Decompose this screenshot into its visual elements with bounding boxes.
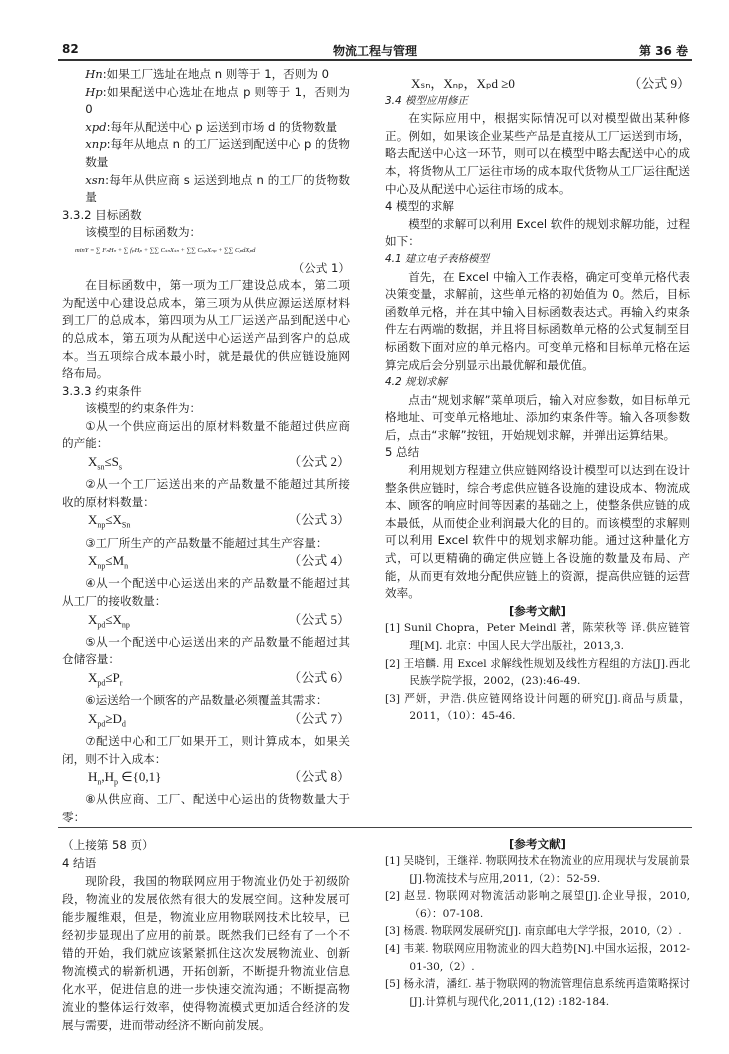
formula-label: （公式 2）	[288, 454, 350, 470]
paragraph: 现阶段，我国的物联网应用于物流业仍处于初级阶段，物流业的发展依然有很大的发展空间。这种发展可能步履维艰，但是，物流业应用物联网技术比较早，已经初步显现出了应用的前景。既然我们已经有了一个不错的开始，我们就应该紧紧抓住这次发展物流业、创新物流模式的崭新机遇，开拓创新，不断提升物流业信息化水平，促进信息的进一步快速交流沟通；不断提高物流业的整体运行效率，使得物流模式更加适合经济的发展与需要，进而带动经济不断向前发展。	[62, 873, 350, 1032]
variable-description: 如果配送中心选址在地点 p 则等于 1，否则为 0	[85, 84, 350, 117]
section-heading-5: 5 总结	[385, 445, 420, 460]
variable-name: Hp	[85, 84, 103, 99]
journal-title: 物流工程与管理	[332, 44, 417, 58]
paragraph: 模型的求解可以利用 Excel 软件的规划求解功能，过程如下：	[385, 216, 690, 249]
references-heading: [参考文献]	[509, 603, 566, 618]
variable-definition: xpd:每年从配送中心 p 运送到市场 d 的货物数量	[85, 119, 338, 134]
constraint-formula	[62, 611, 350, 634]
variable-name: xsn	[85, 172, 106, 187]
section-heading-3-3-2: 3.3.2 目标函数	[62, 207, 142, 222]
constraint-text: ④从一个配送中心运送出来的产品数量不能超过其从工厂的接收数量：	[62, 576, 350, 608]
page-number: 82	[62, 42, 79, 56]
constraints-intro: 该模型的约束条件为：	[85, 401, 202, 416]
right-column	[385, 66, 690, 726]
constraint-8-text: ⑧从供应商、工厂、配送中心运出的货物数量大于零：	[62, 792, 350, 824]
variable-definition: xnp:每年从地点 n 的工厂运送到配送中心 p 的货物数量	[85, 137, 350, 169]
reference-item: [2] 王培麟. 用 Excel 求解线性规划及线性方程组的方法[J].西北民族学院学报，2002，(23):46-49.	[385, 657, 690, 688]
reference-item: [1] Sunil Chopra，Peter Meindl 著，陈荣秋等 译.供应链管理[M]. 北京：中国人民大学出版社，2013,3.	[385, 622, 690, 652]
references-heading: [参考文献]	[509, 836, 566, 851]
formula-label: （公式 4）	[288, 553, 350, 569]
objective-intro: 该模型的目标函数为：	[85, 225, 202, 240]
formula-label: （公式 1）	[292, 260, 350, 275]
paragraph: 首先，在 Excel 中输入工作表格，确定可变单元格代表决策变量，求解前，这些单元格的初始值为 0。然后，目标函数单元格，并在其中输入目标函数表达式。再输入约束条件左右两端的数据，并且将目标函数单元格的公式复制至目标函数下面对应的单元格内。可变单元格和目标单元格在运算完成后会分别显示出最优解和最优值。	[385, 269, 690, 372]
section-heading-3-3-3: 3.3.3 约束条件	[62, 383, 142, 398]
reference-item: [2] 赵昱. 物联网对物流活动影响之展望[J].企业导报，2010,（6）：07-108.	[385, 890, 690, 920]
section-heading-4-2: 4.2 规划求解	[385, 376, 448, 389]
constraint-formula	[62, 552, 350, 575]
formula-label: （公式 5）	[288, 611, 350, 627]
bottom-right-column	[385, 836, 690, 1012]
constraints-list	[62, 418, 350, 791]
paragraph: 点击“规划求解”菜单项后，输入对应参数，如目标单元格地址、可变单元格地址、添加约束条件等。输入各项参数后，点击“求解”按钮，开始规划求解，并弹出运算结果。	[385, 392, 690, 442]
reference-item: [4] 韦莱. 物联网应用物流业的四大趋势[N].中国水运报，2012-01-30,（2）.	[385, 943, 690, 973]
variable-name: Hn	[85, 67, 103, 81]
section-heading-3-4: 3.4 模型应用修正	[385, 94, 469, 107]
constraint-formula	[62, 768, 350, 791]
objective-formula: minY = ∑ FₙHₙ + ∑ fₚHₚ + ∑∑ CₛₙXₛₙ + ∑∑ CₙₚXₙₚ + ∑∑ CₚdXₚd	[75, 246, 256, 254]
constraint-text: ③工厂所生产的产品数量不能超过其生产容量：	[85, 535, 328, 550]
formula-9-expr: Xₛₙ，Xₙₚ，Xₚd ≥0	[411, 76, 515, 91]
constraint-formula	[62, 511, 350, 534]
formula-expr: $X_{pd}\le X_{np}$	[88, 611, 130, 630]
variable-name: xnp	[85, 137, 107, 152]
constraint-formula	[62, 710, 350, 733]
section-heading-conclusion: 4 结语	[62, 855, 97, 870]
formula-expr: $X_{pd}\le P_r$	[88, 669, 123, 688]
objective-explanation: 在目标函数中，第一项为工厂建设总成本，第二项为配送中心建设总成本，第三项为从供应源运送原材料到工厂的总成本，第四项为从工厂运送产品到配送中心的总成本，第五项为从配送中心运送产品到客户的总成本。当五项综合成本最小时，就是最优的供应链设施网络布局。	[62, 278, 350, 381]
running-header	[58, 40, 692, 61]
constraint-text: ⑥运送给一个顾客的产品数量必须覆盖其需求：	[85, 693, 328, 708]
formula-label: （公式 9）	[628, 76, 690, 91]
variable-definition: Hn:如果工厂选址在地点 n 则等于 1，否则为 0	[85, 67, 330, 81]
formula-expr: $X_{np}\le M_n$	[88, 553, 129, 571]
formula-label: （公式 3）	[288, 512, 350, 528]
references-list	[385, 853, 690, 1011]
variable-description: 每年从供应商 s 运送到地点 n 的工厂的货物数量	[85, 172, 350, 205]
references-list	[385, 620, 690, 726]
section-heading-4: 4 模型的求解	[385, 199, 455, 214]
section-divider	[58, 827, 692, 828]
constraint-text: ⑤从一个配送中心运送出来的产品数量不能超过其仓储容量：	[62, 634, 350, 667]
formula-expr: $X_{sn}\le S_s$	[88, 454, 123, 472]
variable-description: 如果工厂选址在地点 n 则等于 1，否则为 0	[106, 67, 330, 81]
lower-section	[0, 836, 729, 1054]
constraint-text: ①从一个供应商运出的原材料数量不能超过供应商的产能：	[62, 418, 350, 451]
formula-label: （公式 6）	[288, 669, 350, 685]
variable-definition: xsn:每年从供应商 s 运送到地点 n 的工厂的货物数量	[85, 172, 350, 205]
paragraph: 利用规划方程建立供应链网络设计模型可以达到在设计整条供应链时，综合考虑供应链各设施的建设成本、物流成本、顾客的响应时间等因素的基础之上，使整条供应链的成本最低，从而使企业利润最大化的目的。而该模型的求解则可以利用 Excel 软件中的规划求解功能。通过这种量化方式，可以更精确的确定供应链上各设施的数量及布局、产能，从而更有效地分配供应链上的资源，提高供应链的运营效率。	[385, 463, 690, 601]
variable-description: 每年从地点 n 的工厂运送到配送中心 p 的货物数量	[85, 137, 350, 169]
constraint-formula	[62, 669, 350, 692]
variable-name: xpd	[85, 119, 107, 134]
constraint-text: ⑦配送中心和工厂如果开工，则计算成本，如果关闭，则不计入成本：	[62, 733, 350, 766]
upper-section	[0, 66, 729, 827]
section-heading-4-1: 4.1 建立电子表格模型	[385, 252, 490, 265]
reference-item: [3] 杨震. 物联网发展研究[J]. 南京邮电大学学报，2010,（2）.	[385, 925, 682, 938]
constraint-text: ②从一个工厂运送出来的产品数量不能超过其所接收的原材料数量：	[62, 477, 350, 509]
reference-item: [3] 严妍，尹浩.供应链网络设计问题的研究[J].商品与质量，2011，（10）：45-46.	[385, 692, 690, 723]
reference-item: [1] 吴晓钊，王继祥. 物联网技术在物流业的应用现状与发展前景[J].物流技术与应用,2011,（2）：52-59.	[385, 855, 690, 885]
variable-definition: Hp:如果配送中心选址在地点 p 则等于 1，否则为 0	[85, 84, 350, 117]
formula-expr: $X_{pd}\ge D_d$	[88, 710, 126, 729]
bottom-left-column	[62, 836, 350, 1034]
reference-item: [5] 杨永清，潘红. 基于物联网的物流管理信息系统再造策略探讨[J].计算机与现代化,2011,(12) :182-184.	[385, 978, 690, 1008]
variable-description: 每年从配送中心 p 运送到市场 d 的货物数量	[110, 119, 338, 134]
volume: 第 36 卷	[638, 44, 688, 58]
variable-definitions	[62, 66, 350, 207]
continued-note: （上接第 58 页）	[62, 837, 154, 852]
formula-expr: $X_{np}\le X_{Sn}$	[88, 512, 131, 531]
paragraph: 在实际应用中，根据实际情况可以对模型做出某种修正。例如，如果该企业某些产品是直接从工厂运送到市场，略去配送中心这一环节，则可以在模型中略去配送中心的成本，将货物从工厂运往市场的成本取代货物从工厂运往配送中心及从配送中心运往市场的成本。	[385, 111, 690, 196]
left-column	[62, 66, 350, 827]
formula-expr: $H_n,H_p$ ∈{0,1}	[88, 769, 162, 787]
formula-label: （公式 8）	[288, 769, 350, 785]
formula-9	[385, 75, 690, 93]
constraint-formula	[62, 453, 350, 476]
formula-label: （公式 7）	[288, 710, 350, 726]
